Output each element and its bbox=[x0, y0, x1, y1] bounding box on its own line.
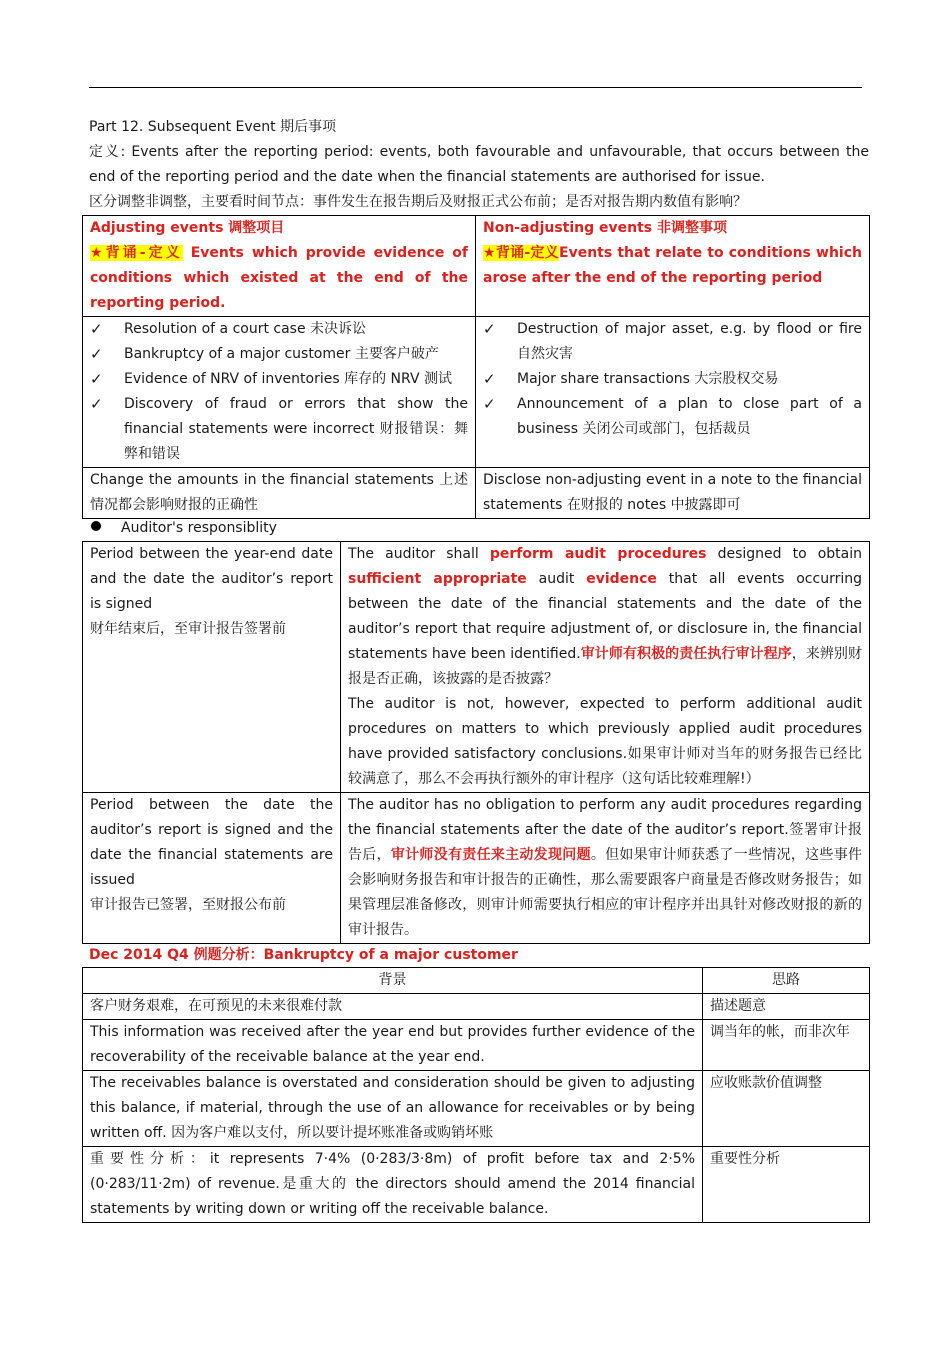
table-row bbox=[83, 994, 870, 1020]
responsibility-cell bbox=[341, 793, 870, 944]
table-row bbox=[83, 1147, 870, 1223]
period-cell bbox=[83, 542, 341, 793]
text-run: ，来辨别财报是否正确，该披露的是否披露？ bbox=[348, 646, 862, 687]
events-table bbox=[82, 215, 870, 519]
text-run: The auditor shall bbox=[348, 546, 490, 562]
auditor-table bbox=[82, 541, 870, 944]
emphasis-text: sufficient appropriate bbox=[348, 571, 527, 587]
non-adjusting-highlight: ★背诵-定义 bbox=[483, 245, 560, 261]
non-adjusting-header: Non-adjusting events 非调整事项 bbox=[483, 220, 728, 236]
adjusting-definition: Events which provide evidence of conditions which existed at the end of the reporting period. bbox=[90, 245, 468, 311]
text-run: The auditor has no obligation to perform any audit procedures regarding the financial statements after the date of the auditor’s report.签署审计报告后， bbox=[348, 797, 862, 863]
background-cell: 客户财务艰难，在可预见的未来很难付款 bbox=[83, 994, 703, 1020]
emphasis-text: 审计师有积极的责任执行审计程序 bbox=[580, 646, 792, 662]
adjusting-examples bbox=[90, 317, 468, 467]
adjusting-examples-cell bbox=[83, 317, 476, 468]
responsibility-paragraph: The auditor is not, however, expected to perform additional audit procedures on matters to which previously applied audit procedures have provided satisfactory conclusions.如果审计师对当年的财务报告已经比较满意了，那么不会再执行额外的审计程序（这句话比较难理解!） bbox=[348, 696, 862, 787]
responsibility-cell bbox=[341, 542, 870, 793]
background-cell: 重要性分析：it represents 7·4% (0·283/3·8m) of profit before tax and 2·5% (0·283/11·2m) of revenue.是重大的 the directors should amend the 2014 financial statements by writing down or writing off the receivable balance. bbox=[83, 1147, 703, 1223]
list-item: ✓ Evidence of NRV of inventories 库存的 NRV 测试 bbox=[90, 367, 468, 392]
non-adjusting-examples-cell bbox=[476, 317, 870, 468]
period-text-cn: 财年结束后，至审计报告签署前 bbox=[90, 621, 286, 637]
header-rule bbox=[89, 87, 862, 88]
definition-text: 定义: Events after the reporting period: events, both favourable and unfavourable, that occurs between the end of the reporting period and the date when the financial statements are authorised for issue. bbox=[89, 144, 869, 185]
approach-cell: 应收账款价值调整 bbox=[703, 1071, 870, 1147]
responsibility-paragraph bbox=[348, 793, 862, 943]
auditor-heading: Auditor's responsiblity bbox=[121, 520, 277, 536]
list-item: ✓ Major share transactions 大宗股权交易 bbox=[483, 367, 862, 392]
case-title: Dec 2014 Q4 例题分析：Bankruptcy of a major customer bbox=[89, 947, 518, 963]
approach-cell: 描述题意 bbox=[703, 994, 870, 1020]
non-adjusting-treatment: Disclose non-adjusting event in a note to the financial statements 在财报的 notes 中披露即可 bbox=[476, 468, 870, 519]
list-item: ✓ Resolution of a court case 未决诉讼 bbox=[90, 317, 468, 342]
list-item: ✓ Discovery of fraud or errors that show the financial statements were incorrect 财报错误：舞弊和错误 bbox=[90, 392, 468, 467]
text-run: that all events occurring between the date of the financial statements and the date of the auditor’s report that require adjustment of, or disclosure in, the financial statements have been identified. bbox=[348, 571, 862, 662]
adjusting-header: Adjusting events 调整项目 bbox=[90, 220, 285, 236]
case-table bbox=[82, 967, 870, 1223]
responsibility-paragraph bbox=[348, 542, 862, 692]
distinction-text: 区分调整非调整，主要看时间节点：事件发生在报告期后及财报正式公布前；是否对报告期内数值有影响？ bbox=[89, 194, 747, 210]
adjusting-highlight: ★背诵-定义 bbox=[90, 245, 183, 261]
column-header-background: 背景 bbox=[83, 968, 703, 994]
emphasis-text: evidence bbox=[586, 571, 657, 587]
emphasis-text: 审计师没有责任来主动发现问题 bbox=[390, 847, 591, 863]
list-item: ✓ Destruction of major asset, e.g. by flood or fire 自然灾害 bbox=[483, 317, 862, 367]
list-item: ✓ Announcement of a plan to close part of a business 关闭公司或部门，包括裁员 bbox=[483, 392, 862, 442]
non-adjusting-header-cell bbox=[476, 216, 870, 317]
bullet-icon bbox=[91, 521, 101, 531]
adjusting-header-cell bbox=[83, 216, 476, 317]
text-run: audit bbox=[526, 571, 587, 587]
text-run: designed to obtain bbox=[706, 546, 863, 562]
intro-section bbox=[89, 115, 869, 215]
column-header-approach: 思路 bbox=[703, 968, 870, 994]
non-adjusting-definition: Events that relate to conditions which arose after the end of the reporting period bbox=[483, 245, 862, 286]
period-cell bbox=[83, 793, 341, 944]
background-cell: The receivables balance is overstated and consideration should be given to adjusting this balance, if material, through the use of an allowance for receivables or by being written off. 因为客户难以支付，所以要计提坏账准备或购销坏账 bbox=[83, 1071, 703, 1147]
background-cell: This information was received after the year end but provides further evidence of the recoverability of the receivable balance at the year end. bbox=[83, 1020, 703, 1071]
non-adjusting-examples bbox=[483, 317, 862, 442]
approach-cell: 重要性分析 bbox=[703, 1147, 870, 1223]
period-text-cn: 审计报告已签署，至财报公布前 bbox=[90, 897, 286, 913]
table-header-row bbox=[83, 968, 870, 994]
period-text: Period between the year-end date and the date the auditor’s report is signed bbox=[90, 546, 333, 612]
approach-cell: 调当年的帐，而非次年 bbox=[703, 1020, 870, 1071]
table-row bbox=[83, 1071, 870, 1147]
text-run: 。但如果审计师获悉了一些情况，这些事件会影响财务报告和审计报告的正确性，那么需要跟客户商量是否修改财务报告；如果管理层准备修改，则审计师需要执行相应的审计程序并出具针对修改财报的新的审计报告。 bbox=[348, 847, 863, 938]
emphasis-text: perform audit procedures bbox=[489, 546, 707, 562]
part-title: Part 12. Subsequent Event 期后事项 bbox=[89, 119, 337, 135]
auditor-heading-line bbox=[89, 516, 869, 541]
list-item: ✓ Bankruptcy of a major customer 主要客户破产 bbox=[90, 342, 468, 367]
table-row bbox=[83, 1020, 870, 1071]
adjusting-treatment: Change the amounts in the financial statements 上述情况都会影响财报的正确性 bbox=[83, 468, 476, 519]
period-text: Period between the date the auditor’s report is signed and the date the financial statements are issued bbox=[90, 797, 333, 888]
